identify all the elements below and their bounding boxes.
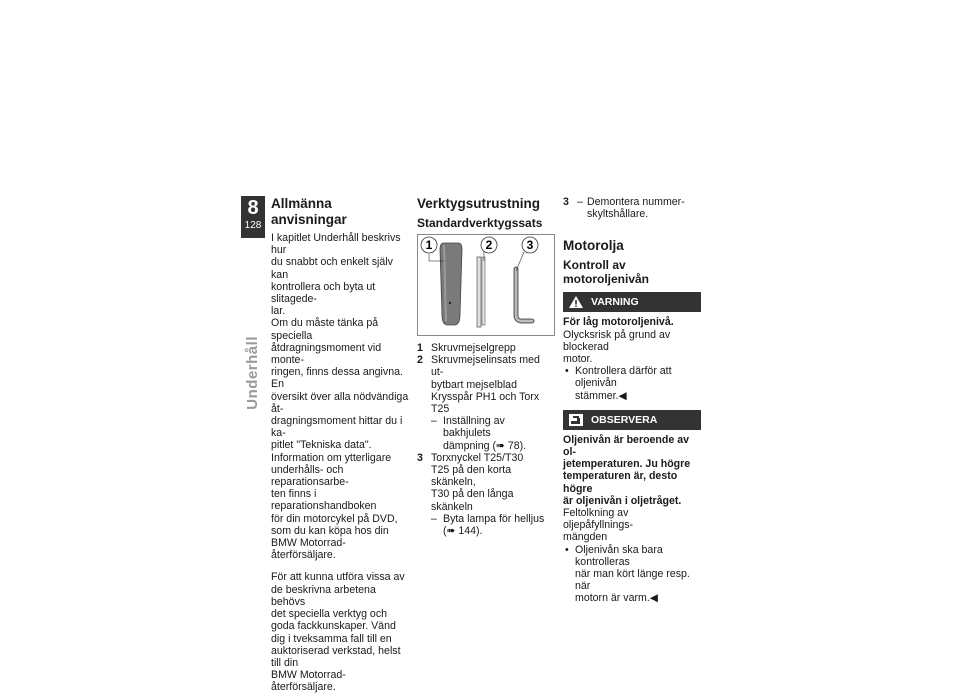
text-line: ringen, finns dessa angivna. En	[271, 366, 403, 391]
notice-title	[563, 434, 701, 507]
section-title-engine-oil: Motorolja	[563, 238, 624, 254]
toolkit-illustration	[418, 235, 554, 335]
text-line: översikt över alla nödvändiga åt-	[271, 390, 409, 415]
text-line: när man kört länge resp. när	[575, 568, 690, 593]
procedure-step	[563, 196, 701, 220]
column-engine-oil	[563, 196, 701, 605]
text-line: För att kunna utföra vissa av	[271, 571, 405, 584]
text-line: du snabbt och enkelt själv kan	[271, 256, 393, 281]
text-line: åtdragningsmoment vid monte-	[271, 341, 382, 367]
cross-reference[interactable]	[431, 415, 555, 452]
notice-bullet	[563, 544, 701, 605]
section-title-tools: Verktygsutrustning	[417, 196, 541, 211]
chapter-number: 8	[247, 197, 259, 219]
legend-number: 3	[417, 451, 423, 464]
text-line: de beskrivna arbetena behövs	[271, 583, 376, 608]
legend-number: 1	[417, 342, 423, 354]
page-number: 128	[244, 220, 262, 231]
subsection-title-oil-check: Kontroll av motoroljenivån	[563, 258, 650, 287]
figure-label-2: 2	[485, 238, 493, 252]
step-number: 3	[563, 196, 569, 208]
text-line: • Oljenivån ska bara kontrolleras	[575, 543, 663, 568]
text-line: dragningsmoment hittar du i ka-	[271, 415, 403, 440]
text-line: Olycksrisk på grund av blockerad	[563, 328, 671, 353]
notice-banner	[563, 410, 701, 430]
text-line: pitlet "Tekniska data".	[271, 439, 372, 452]
text-line: (➠ 144).	[443, 525, 483, 538]
text-line: BMW Motorrad-återförsäljare.	[271, 537, 346, 562]
legend-number: 2	[417, 354, 423, 367]
warning-bullet	[563, 365, 701, 402]
notice-label: OBSERVERA	[591, 413, 658, 426]
text-line: är oljenivån i oljetråget.	[563, 494, 682, 507]
text-line: Skruvmejselgrepp	[431, 342, 516, 354]
toolkit-figure	[417, 234, 555, 336]
text-line: motorn är varm.◀	[575, 592, 658, 605]
text-line: Oljenivån är beroende av ol-	[563, 433, 689, 459]
section-title-general: Allmänna anvisningar	[271, 196, 347, 227]
general-paragraph-2	[271, 571, 409, 693]
text-line: jetemperaturen. Ju högre	[563, 458, 691, 471]
warning-label: VARNING	[591, 296, 639, 309]
text-line: T25 på den korta skänkeln,	[431, 464, 512, 489]
text-line: auktoriserad verkstad, helst till din	[271, 644, 401, 669]
legend-item	[417, 354, 555, 452]
text-line: bytbart mejselblad	[431, 378, 517, 391]
general-paragraph-1	[271, 232, 409, 561]
subsection-title-toolkit: Standardverktygssats	[417, 216, 543, 230]
hand-pointer-icon	[567, 412, 585, 428]
text-line: Skruvmejselinsats med ut-	[431, 354, 540, 379]
text-line: motor.	[563, 353, 593, 366]
text-line: underhålls- och reparationsarbe-	[271, 463, 349, 489]
text-line: ten finns i reparationshandboken	[271, 488, 377, 513]
text-line: goda fackkunskaper. Vänd	[271, 620, 396, 633]
text-line: mängden	[563, 531, 608, 544]
text-line: det speciella verktyg och	[271, 608, 388, 621]
text-line: lar.	[271, 305, 286, 318]
text-line: skyltshållare.	[587, 208, 649, 221]
text-line: T25	[431, 403, 450, 416]
text-line: Demontera nummer-	[587, 196, 685, 208]
warning-triangle-icon	[567, 294, 585, 310]
figure-label-3: 3	[526, 238, 534, 252]
figure-label-1: 1	[425, 238, 433, 252]
legend-item	[417, 342, 555, 354]
text-line: temperaturen är, desto högre	[563, 470, 678, 495]
text-line: – Byta lampa för helljus	[443, 512, 545, 525]
text-line: kontrollera och byta ut slitagede-	[271, 280, 376, 306]
legend-item	[417, 452, 555, 537]
text-line: – Inställning av bakhjulets	[443, 415, 505, 440]
toolkit-legend	[417, 342, 555, 537]
text-line: Information om ytterligare	[271, 451, 392, 464]
chapter-side-title: Underhåll	[244, 336, 261, 410]
text-line: T30 på den långa skänkeln	[431, 488, 514, 513]
text-line: dämpning (➠ 78).	[443, 439, 527, 452]
column-general	[271, 196, 409, 694]
text-line: Torxnyckel T25/T30	[431, 451, 524, 464]
text-line: BMW Motorrad-återförsäljare.	[271, 669, 346, 694]
step-dash: –	[577, 196, 583, 208]
cross-reference[interactable]	[431, 513, 555, 537]
text-line: dig i tveksamma fall till en	[271, 632, 392, 645]
column-tools	[417, 196, 555, 537]
side-label	[240, 336, 266, 456]
text-line: som du kan köpa hos din	[271, 524, 389, 537]
text-line: för din motorcykel på DVD,	[271, 512, 398, 525]
chapter-tab	[241, 196, 265, 238]
text-line: stämmer.◀	[575, 389, 627, 402]
text-line: Feltolkning av oljepåfyllnings-	[563, 507, 634, 532]
text-line: I kapitlet Underhåll beskrivs hur	[271, 232, 401, 257]
warning-banner	[563, 292, 701, 312]
warning-title: För låg motoroljenivå.	[563, 316, 674, 329]
text-line: • Kontrollera därför att oljenivån	[575, 365, 672, 390]
text-line: Krysspår PH1 och Torx	[431, 390, 540, 403]
text-line: Om du måste tänka på speciella	[271, 317, 379, 342]
